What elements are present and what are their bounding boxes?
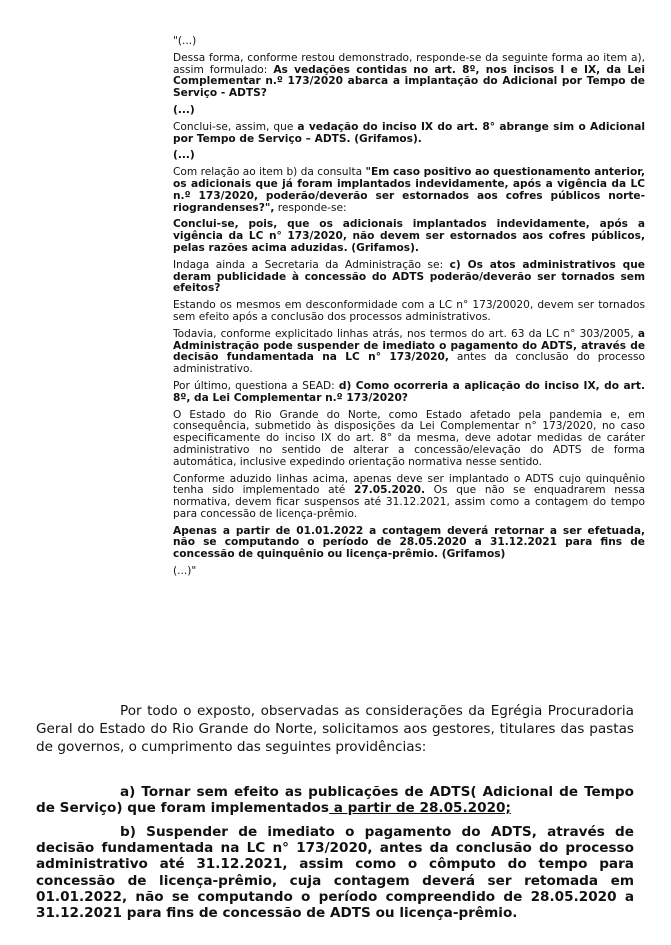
quote-paragraph-10: Conforme aduzido linhas acima, apenas deve ser implantado o ADTS cujo quinquênio tenha sido implementado até 27.05.2020. Os que não se enquadrarem nessa normativa, devem ficar suspensos até 31.12.2021, assim como a contagem do tempo para concessão de licença-prêmio.: [173, 472, 645, 520]
quote-open: "(...): [173, 35, 197, 47]
quote-paragraph-6: Estando os mesmos em desconformidade com a LC n° 173/20020, devem ser tornados sem efeito após a conclusão dos processos administrativos.: [173, 299, 645, 323]
quote-ellipsis-1: (...): [173, 103, 195, 116]
quote-paragraph-1: Dessa forma, conforme restou demonstrado, responde-se da seguinte forma ao item a), assim formulado: As vedações contidas no art. 8º, nos incisos I e IX, da Lei Complementar n.º 173/2020 abarca a implantação do Adicional por Tempo de Serviço - ADTS?: [173, 51, 645, 100]
quote-ellipsis-2: (...): [173, 149, 195, 162]
quote-paragraph-11: Apenas a partir de 01.01.2022 a contagem deverá retornar a ser efetuada, não se computando o período de 28.05.2020 a 31.12.2021 para fins de concessão de quinquênio ou licença-prêmio. (Grifamos): [173, 524, 645, 561]
provision-item-a: a) Tornar sem efeito as publicações de ADTS( Adicional de Tempo de Serviço) que foram implementados a partir de 28.05.2020;: [36, 784, 634, 817]
quote-paragraph-7: Todavia, conforme explicitado linhas atrás, nos termos do art. 63 da LC n° 303/2005, a Administração pode suspender de imediato o pagamento do ADTS, através de decisão fundamentada na LC n° 173/2020, antes da conclusão do processo administrativo.: [173, 327, 645, 376]
quoted-opinion: [173, 36, 645, 583]
quote-paragraph-8: Por último, questiona a SEAD: d) Como ocorreria a aplicação do inciso IX, do art. 8º, da Lei Complementar n.º 173/2020?: [173, 379, 645, 404]
quote-paragraph-5: Indaga ainda a Secretaria da Administração se: c) Os atos administrativos que deram publicidade à concessão do ADTS poderão/deverão ser tornados sem efeitos?: [173, 258, 645, 295]
quote-paragraph-9: O Estado do Rio Grande do Norte, como Estado afetado pela pandemia e, em consequência, submetido às disposições da Lei Complementar n° 173/2020, no caso especificamente do inciso IX do art. 8° da mesma, deve adotar medidas de caráter administrativo no sentido de alterar a concessão/elevação do ADTS de forma automática, inclusive expedindo orientação normativa nesse sentido.: [173, 408, 645, 468]
quote-close: (...)": [173, 565, 197, 578]
quote-paragraph-3: Com relação ao item b) da consulta "Em caso positivo ao questionamento anterior, os adicionais que já foram implantados indevidamente, após a vigência da LC n.º 173/2020, poderão/deverão ser estornados aos cofres públicos norte-riograndenses?", responde-se:: [173, 166, 645, 214]
quote-paragraph-4: Conclui-se, pois, que os adicionais implantados indevidamente, após a vigência da LC n° 173/2020, não devem ser estornados aos cofres públicos, pelas razões acima aduzidas. (Grifamos).: [173, 218, 645, 254]
quote-paragraph-2: Conclui-se, assim, que a vedação do inciso IX do art. 8° abrange sim o Adicional por Tempo de Serviço – ADTS. (Grifamos).: [173, 120, 645, 145]
body-paragraph: Por todo o exposto, observadas as considerações da Egrégia Procuradoria Geral do Estado do Rio Grande do Norte, solicitamos aos gestores, titulares das pastas de governos, o cumprimento das seguintes providências:: [36, 703, 634, 755]
underlined-date: a partir de 28.05.2020;: [328, 800, 511, 817]
provision-item-b: b) Suspender de imediato o pagamento do ADTS, através de decisão fundamentada na LC n° 173/2020, antes da conclusão do processo administrativo até 31.12.2021, assim como o cômputo do tempo para concessão de licença-prêmio, cuja contagem deverá ser retomada em 01.01.2022, não se computando o período compreendido de 28.05.2020 a 31.12.2021 para fins de concessão de ADTS ou licença-prêmio.: [36, 824, 634, 922]
